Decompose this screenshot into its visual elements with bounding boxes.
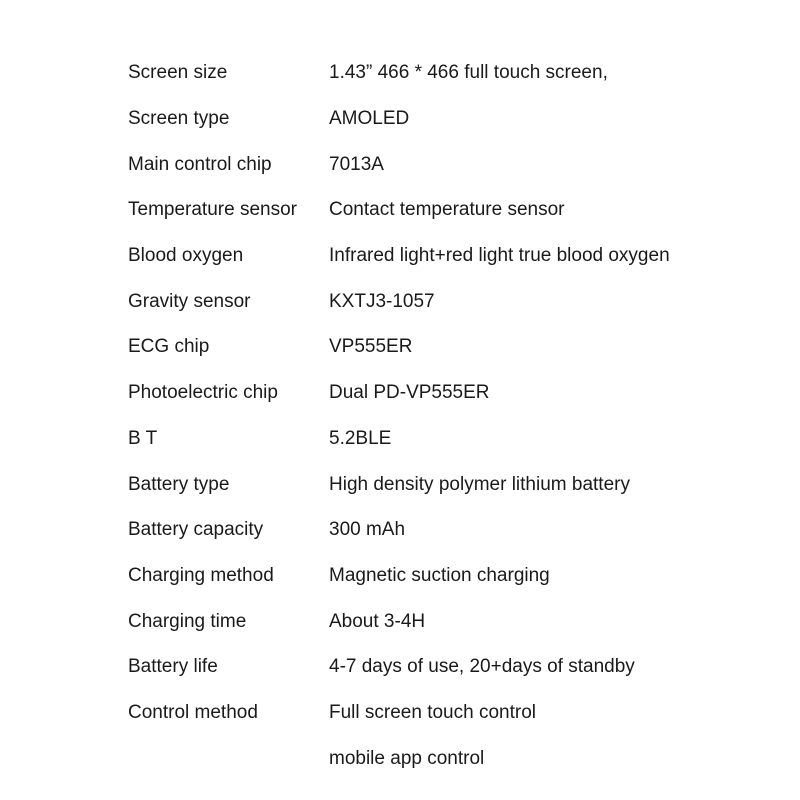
spec-row-charging-method bbox=[128, 553, 748, 599]
spec-value: mobile app control bbox=[329, 747, 485, 769]
spec-row-ecg-chip bbox=[128, 324, 748, 370]
spec-value: Infrared light+red light true blood oxygen bbox=[329, 245, 670, 267]
spec-value: About 3-4H bbox=[329, 610, 426, 632]
spec-row-blood-oxygen bbox=[128, 233, 748, 279]
spec-value: High density polymer lithium battery bbox=[329, 473, 630, 495]
spec-value: KXTJ3-1057 bbox=[329, 290, 435, 312]
spec-row-battery-type bbox=[128, 461, 748, 507]
spec-value: AMOLED bbox=[329, 108, 410, 130]
spec-value: Contact temperature sensor bbox=[329, 199, 565, 221]
spec-row-control-method bbox=[128, 690, 748, 736]
spec-label: Battery life bbox=[128, 656, 218, 678]
spec-label: Battery type bbox=[128, 473, 230, 495]
spec-row-battery-life bbox=[128, 644, 748, 690]
spec-label: Battery capacity bbox=[128, 519, 264, 541]
spec-value: Full screen touch control bbox=[329, 701, 536, 723]
spec-row-screen-size bbox=[128, 50, 748, 96]
spec-label: Blood oxygen bbox=[128, 245, 244, 267]
spec-row-main-control-chip bbox=[128, 141, 748, 187]
spec-value: Magnetic suction charging bbox=[329, 564, 550, 586]
spec-label: Screen type bbox=[128, 108, 230, 130]
spec-table bbox=[128, 50, 748, 781]
spec-label: Photoelectric chip bbox=[128, 382, 278, 404]
spec-value: 5.2BLE bbox=[329, 427, 392, 449]
spec-label: B T bbox=[128, 427, 158, 449]
spec-label: Control method bbox=[128, 701, 258, 723]
spec-label: Charging time bbox=[128, 610, 247, 632]
spec-row-temperature-sensor bbox=[128, 187, 748, 233]
spec-label: ECG chip bbox=[128, 336, 210, 358]
spec-value: 7013A bbox=[329, 153, 384, 175]
spec-row-battery-capacity bbox=[128, 507, 748, 553]
spec-row-photoelectric-chip bbox=[128, 370, 748, 416]
spec-value: 300 mAh bbox=[329, 519, 406, 541]
spec-value: 1.43” 466 * 466 full touch screen, bbox=[329, 62, 608, 84]
spec-label: Charging method bbox=[128, 564, 274, 586]
spec-row-charging-time bbox=[128, 598, 748, 644]
spec-label: Temperature sensor bbox=[128, 199, 297, 221]
spec-row-bt bbox=[128, 416, 748, 462]
spec-value: Dual PD-VP555ER bbox=[329, 382, 490, 404]
spec-value: 4-7 days of use, 20+days of standby bbox=[329, 656, 635, 678]
spec-label: Screen size bbox=[128, 62, 228, 84]
spec-row-screen-type bbox=[128, 96, 748, 142]
spec-row-control-method-continued bbox=[128, 735, 748, 781]
spec-value: VP555ER bbox=[329, 336, 413, 358]
spec-label: Gravity sensor bbox=[128, 290, 251, 312]
spec-label: Main control chip bbox=[128, 153, 272, 175]
spec-row-gravity-sensor bbox=[128, 278, 748, 324]
